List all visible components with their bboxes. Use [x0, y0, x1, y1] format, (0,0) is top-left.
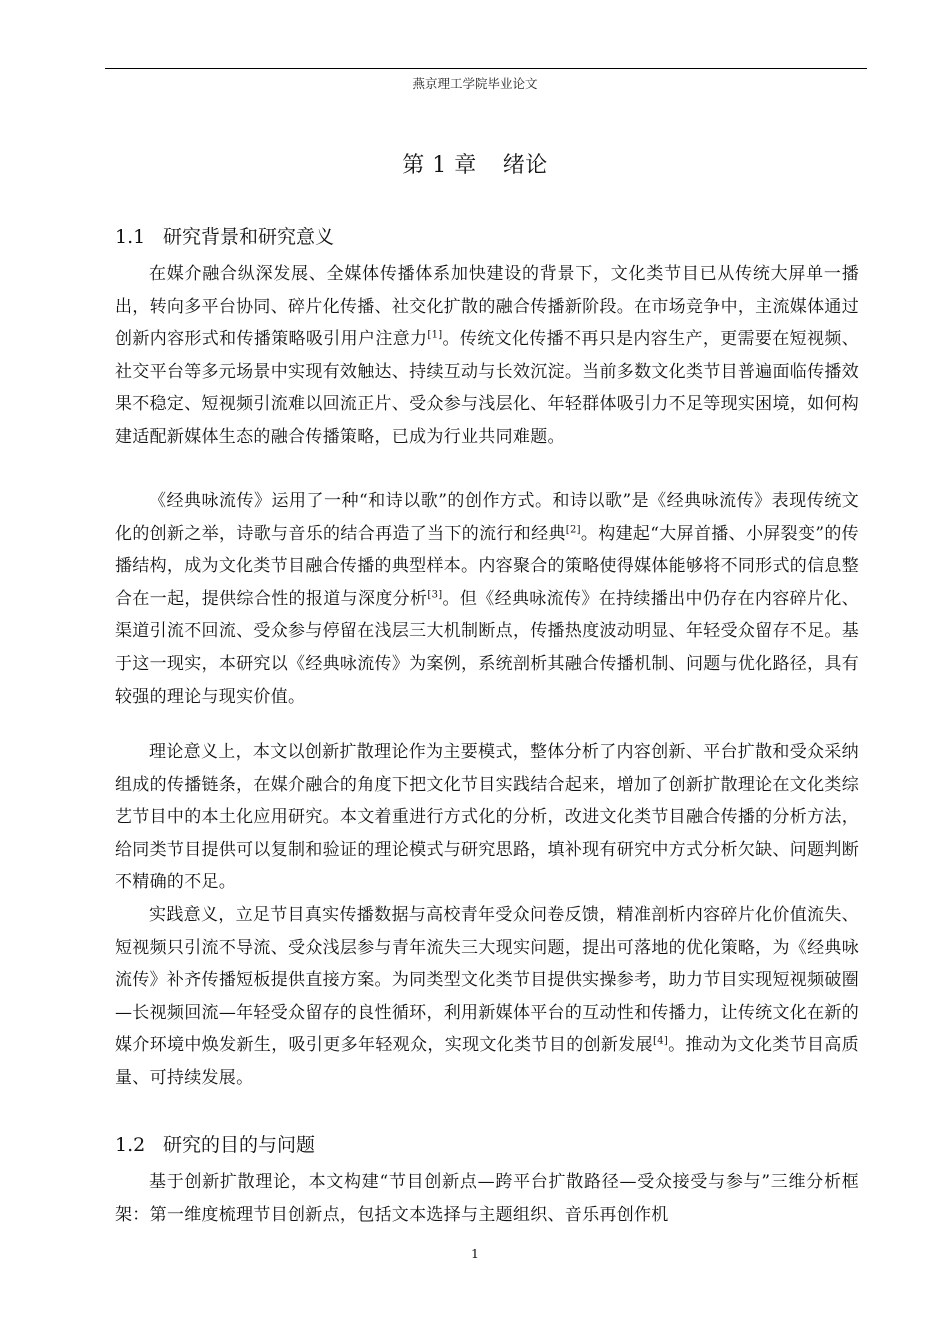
- paragraph-case-intro: [115, 485, 859, 713]
- section-heading-1-2: [115, 1130, 315, 1157]
- paragraph-text: 实践意义，立足节目真实传播数据与高校青年受众问卷反馈，精准剖析内容碎片化价值流失、短视频只引流不导流、受众浅层参与青年流失三大现实问题，提出可落地的优化策略，为《经典咏流传》补齐传播短板提供直接方案。为同类型文化类节目提供实操参考，助力节目实现短视频破圈—长视频回流—年轻受众留存的良性循环，利用新媒体平台的互动性和传播力，让传统文化在新的媒介环境中焕发新生，吸引更多年轻观众，实现文化类节目的创新发展: [115, 905, 859, 1056]
- citation-ref: [2]: [565, 523, 581, 535]
- paragraph-theoretical-significance: [115, 736, 859, 899]
- paragraph-research-framework: [115, 1166, 859, 1231]
- section-heading-1-1: [115, 222, 334, 249]
- paragraph-text: 。构建起“大屏首播、小屏裂变”的传播结构，成为文化类节目融合传播的典型样本。内容聚合的策略使得媒体能够将不同形式的信息整合在一起，提供综合性的报道与深度分析: [115, 523, 859, 609]
- page-number: 1: [471, 1246, 479, 1261]
- running-header: 燕京理工学院毕业论文: [412, 76, 538, 91]
- section-number: 1.1: [115, 226, 146, 248]
- paragraph-text: 理论意义上，本文以创新扩散理论作为主要模式，整体分析了内容创新、平台扩散和受众采纳组成的传播链条，在媒介融合的角度下把文化节目实践结合起来，增加了创新扩散理论在文化类综艺节目中的本土化应用研究。本文着重进行方式化的分析，改进文化类节目融合传播的分析方法，给同类节目提供可以复制和验证的理论模式与研究思路，填补现有研究中方式分析欠缺、问题判断不精确的不足。: [115, 742, 859, 893]
- section-number: 1.2: [115, 1134, 146, 1156]
- citation-ref: [4]: [653, 1035, 669, 1047]
- section-title: 研究背景和研究意义: [163, 226, 335, 248]
- chapter-name: 绪论: [502, 153, 548, 178]
- paragraph-text: 。推动为文化类节目高质量、可持续发展。: [115, 1035, 859, 1088]
- citation-ref: [3]: [427, 589, 443, 601]
- section-title: 研究的目的与问题: [163, 1134, 316, 1156]
- paragraph-text: 基于创新扩散理论，本文构建“节目创新点—跨平台扩散路径—受众接受与参与”三维分析框架：第一维度梳理节目创新点，包括文本选择与主题组织、音乐再创作机: [115, 1172, 859, 1225]
- chapter-label: 第 1 章: [402, 153, 477, 178]
- paragraph-text: 《经典咏流传》运用了一种“和诗以歌”的创作方式。和诗以歌”是《经典咏流传》表现传统文化的创新之举，诗歌与音乐的结合再造了当下的流行和经典: [115, 491, 859, 544]
- paragraph-text: 在媒介融合纵深发展、全媒体传播体系加快建设的背景下，文化类节目已从传统大屏单一播出，转向多平台协同、碎片化传播、社交化扩散的融合传播新阶段。在市场竞争中，主流媒体通过创新内容形式和传播策略吸引用户注意力: [115, 264, 859, 350]
- paragraph-text: 。传统文化传播不再只是内容生产，更需要在短视频、社交平台等多元场景中实现有效触达、持续互动与长效沉淀。当前多数文化类节目普遍面临传播效果不稳定、短视频引流难以回流正片、受众参与浅层化、年轻群体吸引力不足等现实困境，如何构建适配新媒体生态的融合传播策略，已成为行业共同难题。: [115, 329, 859, 447]
- citation-ref: [1]: [427, 329, 443, 341]
- chapter-title: [0, 148, 950, 179]
- paragraph-practical-significance: [115, 899, 859, 1095]
- paragraph-background: [115, 258, 859, 454]
- paragraph-text: 。但《经典咏流传》在持续播出中仍存在内容碎片化、渠道引流不回流、受众参与停留在浅层三大机制断点，传播热度波动明显、年轻受众留存不足。基于这一现实，本研究以《经典咏流传》为案例，系统剖析其融合传播机制、问题与优化路径，具有较强的理论与现实价值。: [115, 588, 859, 707]
- header-rule: [105, 68, 867, 69]
